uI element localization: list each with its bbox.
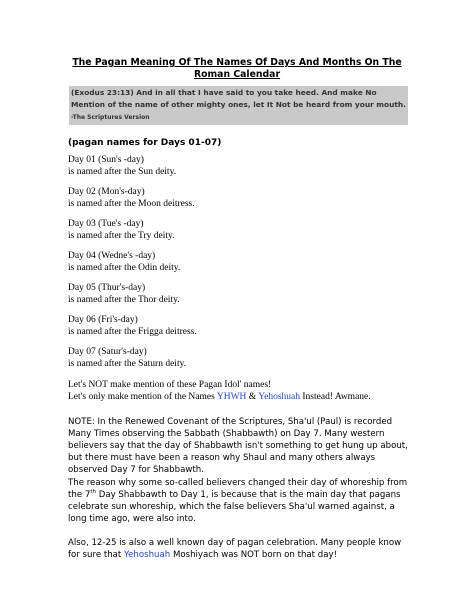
reason-paragraph bbox=[68, 477, 414, 525]
day-meaning: is named after the Frigga deitress. bbox=[68, 326, 197, 337]
also-text-end: Moshiyach was NOT born on that day! bbox=[172, 550, 338, 561]
ordinal-suffix: th bbox=[90, 489, 96, 496]
section-heading: (pagan names for Days 01-07) bbox=[68, 138, 222, 148]
day-entry bbox=[68, 219, 175, 242]
document-title: The Pagan Meaning Of The Names Of Days And Months On The Roman Calendar bbox=[72, 57, 402, 80]
day-meaning: is named after the Saturn deity. bbox=[68, 358, 187, 369]
also-text: Also, 12-25 is also a well known day of pagan celebration. Many people know for sure that bbox=[68, 538, 402, 561]
exhortation-text-end: Instead! Awmane. bbox=[302, 391, 371, 402]
day-entry bbox=[68, 187, 195, 210]
also-paragraph bbox=[68, 537, 414, 561]
day-meaning: is named after the Thor deity. bbox=[68, 294, 180, 305]
day-entry bbox=[68, 155, 176, 178]
day-entry bbox=[68, 251, 180, 274]
name-link-yhwh[interactable]: YHWH bbox=[216, 391, 247, 402]
day-name: Day 04 (Wedne's -day) bbox=[68, 251, 156, 261]
day-name: Day 05 (Thur's-day) bbox=[68, 283, 146, 293]
day-entry bbox=[68, 315, 197, 338]
name-link-yehoshuah[interactable]: Yehoshuah bbox=[124, 550, 171, 561]
quote-text: (Exodus 23:13) And in all that I have said to you take heed. And make No Mention of the name of other mighty ones, let It Not be heard from your mouth. bbox=[71, 88, 406, 109]
day-meaning: is named after the Try deity. bbox=[68, 230, 175, 241]
day-name: Day 07 (Satur's-day) bbox=[68, 347, 147, 357]
ampersand: & bbox=[248, 391, 257, 402]
day-entry bbox=[68, 347, 186, 370]
day-meaning: is named after the Odin deity. bbox=[68, 262, 181, 273]
names-exhortation bbox=[68, 380, 371, 403]
reason-text-cont: Day Shabbawth to Day 1, is because that is the main day that pagans celebrate sun whoreship, which the false believers Sha'ul warned against, a long time ago, were also into. bbox=[68, 490, 401, 525]
day-meaning: is named after the Moon deitress. bbox=[68, 198, 195, 209]
day-name: Day 01 (Sun's -day) bbox=[68, 155, 144, 165]
reason-text: The reason why some so-called believers changed their day of whoreship from the 7 bbox=[68, 478, 408, 501]
day-name: Day 06 (Fri's-day) bbox=[68, 315, 138, 325]
day-name: Day 03 (Tue's -day) bbox=[68, 219, 144, 229]
exhortation-text: Let's only make mention of the Names bbox=[68, 391, 215, 402]
name-link-yehoshuah[interactable]: Yehoshuah bbox=[258, 391, 301, 402]
exhortation-line-1: Let's NOT make mention of these Pagan Idol' names! bbox=[68, 380, 272, 390]
day-meaning: is named after the Sun deity. bbox=[68, 166, 177, 177]
quote-source: -The Scriptures Version bbox=[71, 114, 150, 121]
day-name: Day 02 (Mon's-day) bbox=[68, 187, 145, 197]
note-paragraph: NOTE: In the Renewed Covenant of the Scriptures, Sha'ul (Paul) is recorded Many Times observing the Sabbath (Shabbawth) on Day 7. Many western believers say that the day of Shabbawth isn't something to get hung up about, but there must have been a reason why Shaul and many others always observed Day 7 for Shabbawth. bbox=[68, 417, 408, 476]
scripture-quote-box bbox=[69, 86, 408, 125]
day-entry bbox=[68, 283, 180, 306]
exhortation-line-2 bbox=[68, 392, 371, 404]
